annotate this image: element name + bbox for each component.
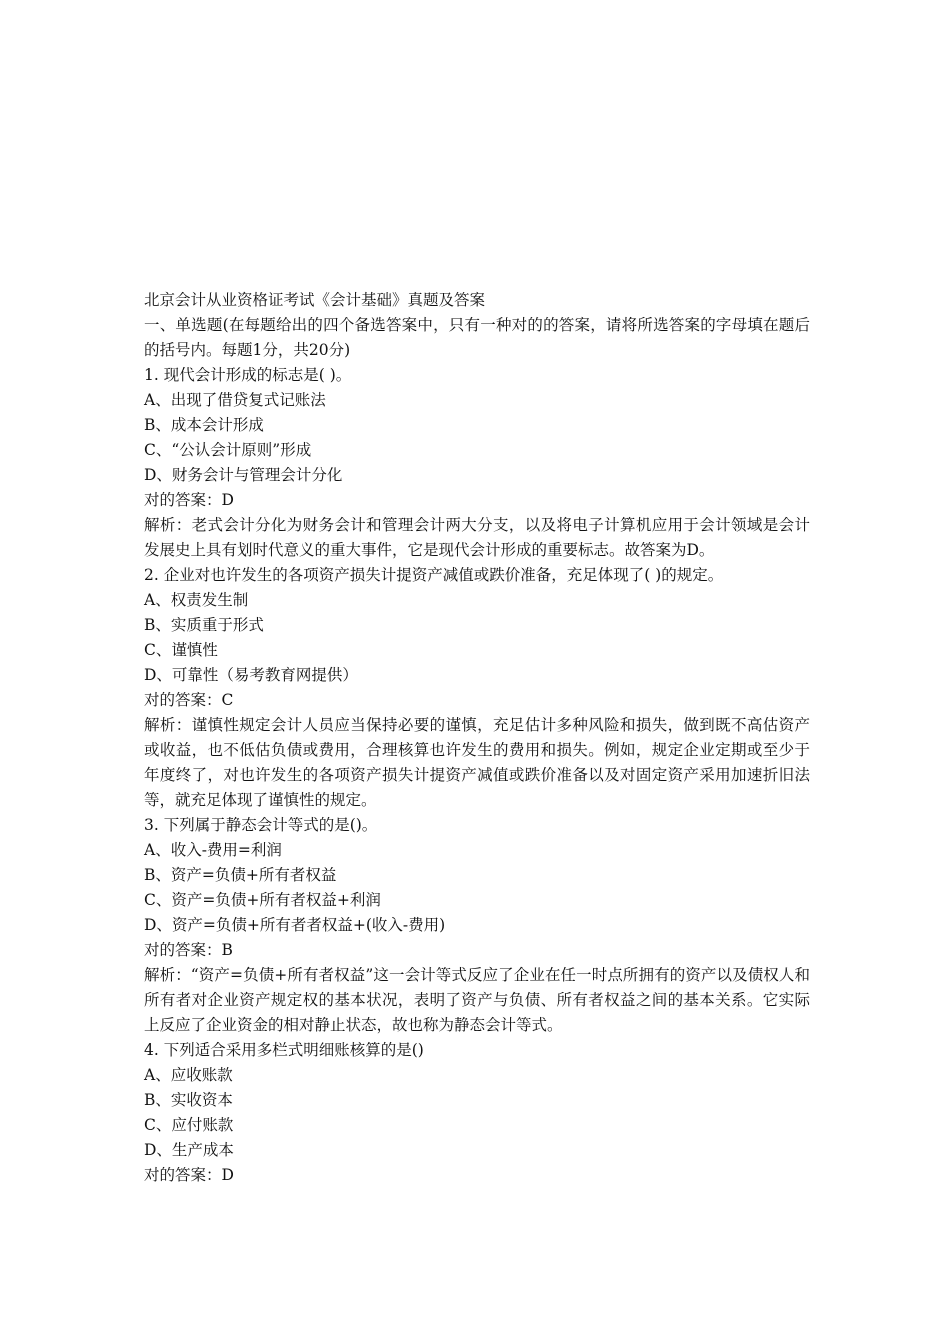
question-stem: 1. 现代会计形成的标志是( )。 xyxy=(144,366,352,384)
option-a: A、应收账款 xyxy=(144,1066,233,1084)
option-a: A、收入-费用=利润 xyxy=(144,841,282,859)
option-c: C、“公认会计原则”形成 xyxy=(144,441,312,459)
section-heading: 一、单选题(在每题给出的四个备选答案中，只有一种对的的答案，请将所选答案的字母填在题后的括号内。每题1分，共20分) xyxy=(144,316,810,359)
option-c: C、谨慎性 xyxy=(144,641,218,659)
option-d: D、生产成本 xyxy=(144,1141,234,1159)
answer-analysis: 解析：老式会计分化为财务会计和管理会计两大分支，以及将电子计算机应用于会计领域是会计发展史上具有划时代意义的重大事件，它是现代会计形成的重要标志。故答案为D。 xyxy=(144,516,810,559)
document-body xyxy=(144,288,810,1188)
question-stem: 4. 下列适合采用多栏式明细账核算的是() xyxy=(144,1041,424,1059)
option-b: B、资产=负债+所有者权益 xyxy=(144,866,337,884)
question-3 xyxy=(144,813,810,1038)
option-c: C、应付账款 xyxy=(144,1116,234,1134)
answer-analysis: 解析：谨慎性规定会计人员应当保持必要的谨慎，充足估计多种风险和损失，做到既不高估资产或收益，也不低估负债或费用，合理核算也许发生的费用和损失。例如，规定企业定期或至少于年度终了，对也许发生的各项资产损失计提资产减值或跌价准备以及对固定资产采用加速折旧法等，就充足体现了谨慎性的规定。 xyxy=(144,716,810,809)
correct-answer: 对的答案：B xyxy=(144,941,233,959)
document-title: 北京会计从业资格证考试《会计基础》真题及答案 xyxy=(144,291,486,309)
option-d: D、财务会计与管理会计分化 xyxy=(144,466,343,484)
question-4 xyxy=(144,1038,810,1188)
option-b: B、实质重于形式 xyxy=(144,616,264,634)
question-1 xyxy=(144,363,810,563)
option-c: C、资产=负债+所有者权益+利润 xyxy=(144,891,381,909)
correct-answer: 对的答案：D xyxy=(144,1166,234,1184)
option-a: A、出现了借贷复式记账法 xyxy=(144,391,326,409)
correct-answer: 对的答案：C xyxy=(144,691,234,709)
option-a: A、权责发生制 xyxy=(144,591,249,609)
correct-answer: 对的答案：D xyxy=(144,491,234,509)
question-stem: 2. 企业对也许发生的各项资产损失计提资产减值或跌价准备，充足体现了( )的规定。 xyxy=(144,566,724,584)
option-d: D、可靠性（易考教育网提供） xyxy=(144,666,358,684)
question-stem: 3. 下列属于静态会计等式的是()。 xyxy=(144,816,378,834)
question-2 xyxy=(144,563,810,813)
option-b: B、成本会计形成 xyxy=(144,416,264,434)
answer-analysis: 解析：“资产=负债+所有者权益”这一会计等式反应了企业在任一时点所拥有的资产以及债权人和所有者对企业资产规定权的基本状况，表明了资产与负债、所有者权益之间的基本关系。它实际上反应了企业资金的相对静止状态，故也称为静态会计等式。 xyxy=(144,966,810,1034)
option-b: B、实收资本 xyxy=(144,1091,233,1109)
option-d: D、资产=负债+所有者者权益+(收入-费用) xyxy=(144,916,446,934)
